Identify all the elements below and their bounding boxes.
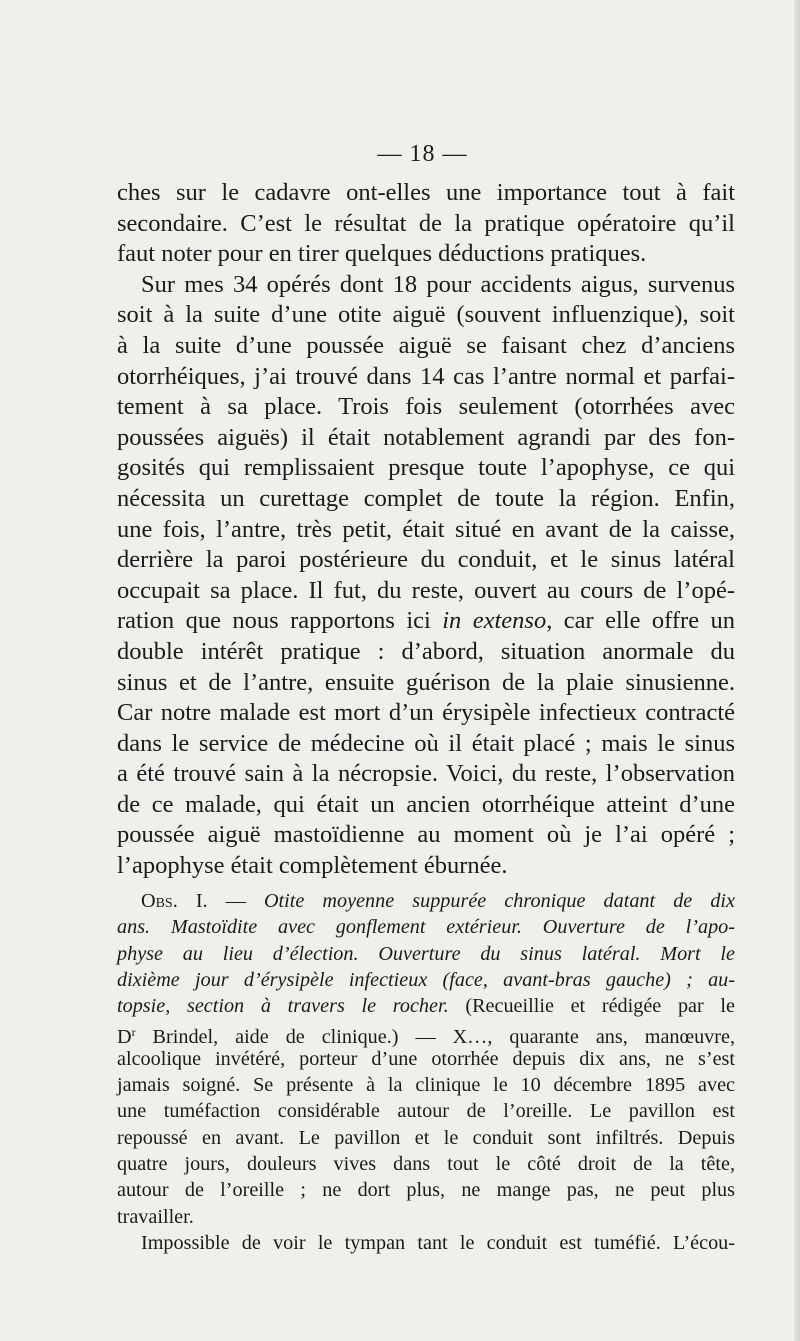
- observation-line: jamais soigné. Se présente à la clinique le 10 décembre 1895 avec: [117, 1074, 735, 1097]
- observation-line: travailler.: [117, 1205, 194, 1228]
- observation-line: [117, 1019, 735, 1049]
- observation-title-line: [117, 993, 735, 1019]
- body-line: une fois, l’antre, très petit, était situé en avant de la caisse,: [117, 515, 735, 543]
- body-line: poussées aiguës) il était notablement agrandi par des fon-: [117, 423, 735, 451]
- body-line: soit à la suite d’une otite aiguë (souvent influenzique), soit: [117, 301, 735, 329]
- body-line: Sur mes 34 opérés dont 18 pour accidents aigus, survenus: [141, 270, 735, 298]
- observation-title: dixième jour d’érysipèle infectieux (face, avant-bras gauche) ; au-: [117, 968, 735, 991]
- observation-line: une tuméfaction considérable autour de l’oreille. Le pavillon est: [117, 1100, 735, 1123]
- superscript: r: [131, 1025, 136, 1040]
- text-segment: , car elle offre un: [546, 607, 736, 635]
- text-segment: (Recueillie et rédigée par le: [448, 995, 735, 1018]
- body-line: l’apophyse était complètement éburnée.: [117, 852, 508, 880]
- dash: —: [207, 890, 264, 912]
- observation-line: alcoolique invétéré, porteur d’une otorrhée depuis dix ans, ne s’est: [117, 1047, 735, 1070]
- body-line: sinus et de l’antre, ensuite guérison de la plaie sinusienne.: [117, 668, 735, 696]
- page-number: — 18 —: [377, 141, 468, 167]
- observation-heading-line: [117, 888, 735, 914]
- observation-line: autour de l’oreille ; ne dort plus, ne mange pas, ne peut plus: [117, 1179, 735, 1202]
- body-line: ches sur le cadavre ont-elles une importance tout à fait: [117, 179, 735, 206]
- body-line: à la suite d’une poussée aiguë se faisant chez d’anciens: [117, 331, 735, 359]
- observation-title: ans. Mastoïdite avec gonflement extérieur. Ouverture de l’apo-: [117, 916, 735, 939]
- observation-title-line: [117, 914, 735, 940]
- observation-label: Obs. I.: [141, 890, 208, 912]
- body-text: [117, 178, 735, 882]
- body-line: Car notre malade est mort d’un érysipèle infectieux contracté: [117, 699, 735, 727]
- body-line: derrière la paroi postérieure du conduit, et le sinus latéral: [117, 546, 735, 574]
- body-line: dans le service de médecine où il était placé ; mais le sinus: [117, 729, 735, 757]
- body-line: tement à sa place. Trois fois seulement (otorrhées avec: [117, 393, 735, 421]
- body-line: occupait sa place. Il fut, du reste, ouvert au cours de l’opé-: [117, 576, 735, 604]
- body-line: otorrhéiques, j’ai trouvé dans 14 cas l’antre normal et parfai-: [117, 362, 735, 390]
- observation-line: repoussé en avant. Le pavillon et le conduit sont infiltrés. Depuis: [117, 1126, 735, 1149]
- italic-phrase: in extenso: [442, 607, 547, 635]
- text-segment: ration que nous rapportons ici: [117, 607, 443, 635]
- text-segment: Brindel, aide de clinique.) — X…, quarante ans, manœuvre,: [135, 1026, 735, 1049]
- page-edge-shadow: [794, 0, 800, 1341]
- body-line: secondaire. C’est le résultat de la pratique opératoire qu’il: [117, 209, 735, 237]
- body-line: de ce malade, qui était un ancien otorrhéique atteint d’une: [117, 790, 735, 818]
- body-line-in-extenso: [117, 606, 735, 637]
- observation-title: Otite moyenne suppurée chronique datant de dix: [263, 890, 735, 912]
- body-line: faut noter pour en tirer quelques déductions pratiques.: [117, 240, 647, 268]
- body-line: nécessita un curettage complet de toute la région. Enfin,: [117, 484, 735, 512]
- body-line: gosités qui remplissaient presque toute l’apophyse, ce qui: [117, 454, 735, 482]
- body-line: a été trouvé sain à la nécropsie. Voici, du reste, l’observation: [117, 760, 735, 788]
- observation-title: topsie, section à travers le rocher.: [117, 995, 449, 1018]
- observation-title-line: [117, 967, 735, 993]
- observation-line: Impossible de voir le tympan tant le conduit est tuméfié. L’écou-: [141, 1231, 735, 1254]
- observation-title: physe au lieu d’élection. Ouverture du sinus latéral. Mort le: [117, 942, 735, 965]
- observation-line: quatre jours, douleurs vives dans tout le côté droit de la tête,: [117, 1152, 735, 1175]
- body-line: poussée aiguë mastoïdienne au moment où je l’ai opéré ;: [117, 821, 735, 849]
- observation-block: [117, 888, 735, 1256]
- body-line: double intérêt pratique : d’abord, situation anormale du: [117, 637, 735, 665]
- observation-title-line: [117, 941, 735, 967]
- text-segment: D: [117, 1026, 132, 1049]
